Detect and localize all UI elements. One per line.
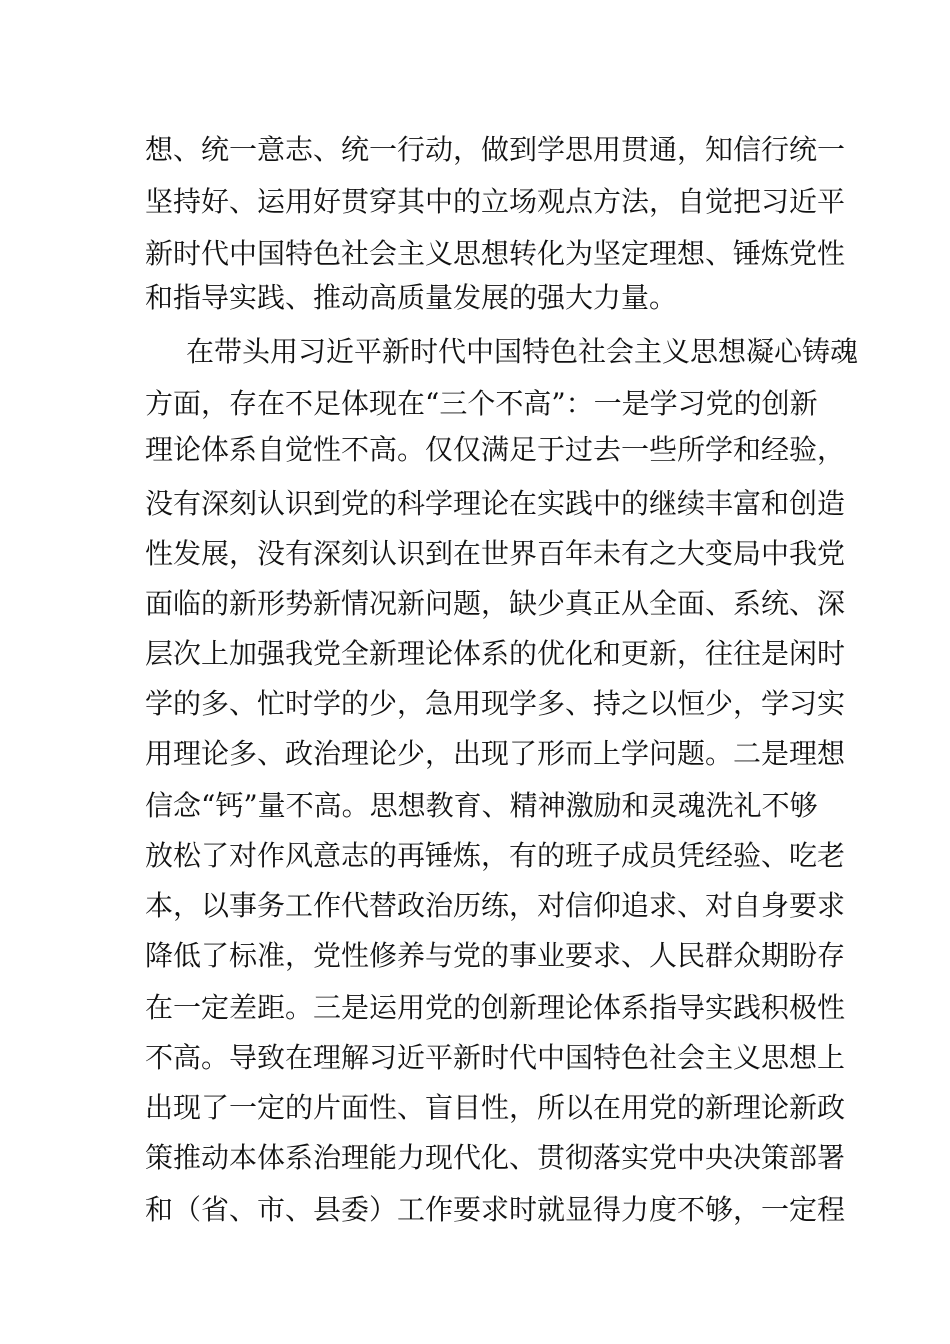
- text-line: 层次上加强我党全新理论体系的优化和更新，往往是闲时: [145, 637, 846, 670]
- text-line: 新时代中国特色社会主义思想转化为坚定理想、锤炼党性: [145, 237, 846, 270]
- text-line: 性发展，没有深刻认识到在世界百年未有之大变局中我党: [145, 537, 846, 570]
- text-line: 降低了标准，党性修养与党的事业要求、人民群众期盼存: [145, 939, 846, 972]
- text-line: 策推动本体系治理能力现代化、贯彻落实党中央决策部署: [145, 1141, 846, 1174]
- text-line: 信念“钙”量不高。思想教育、精神激励和灵魂洗礼不够: [145, 789, 818, 822]
- text-line: 本，以事务工作代替政治历练，对信仰追求、对自身要求: [145, 889, 846, 922]
- text-line: 面临的新形势新情况新问题，缺少真正从全面、系统、深: [145, 587, 846, 620]
- text-line: 理论体系自觉性不高。仅仅满足于过去一些所学和经验，: [145, 433, 846, 466]
- text-line: 学的多、忙时学的少，急用现学多、持之以恒少，学习实: [145, 687, 846, 720]
- text-line: 和（省、市、县委）工作要求时就显得力度不够，一定程: [145, 1193, 846, 1226]
- text-line: 出现了一定的片面性、盲目性，所以在用党的新理论新政: [145, 1091, 846, 1124]
- text-line: 方面，存在不足体现在“三个不高”：一是学习党的创新: [145, 387, 818, 420]
- text-line: 和指导实践、推动高质量发展的强大力量。: [145, 281, 678, 314]
- text-line: 在一定差距。三是运用党的创新理论体系指导实践积极性: [145, 991, 846, 1024]
- text-line: 放松了对作风意志的再锤炼，有的班子成员凭经验、吃老: [145, 839, 846, 872]
- paragraph-first-line: 在带头用习近平新时代中国特色社会主义思想凝心铸魂: [186, 335, 859, 368]
- text-line: 坚持好、运用好贯穿其中的立场观点方法，自觉把习近平: [145, 185, 846, 218]
- text-line: 用理论多、政治理论少，出现了形而上学问题。二是理想: [145, 737, 846, 770]
- text-line: 想、统一意志、统一行动，做到学思用贯通，知信行统一: [145, 133, 846, 166]
- text-line: 没有深刻认识到党的科学理论在实践中的继续丰富和创造: [145, 487, 846, 520]
- text-line: 不高。导致在理解习近平新时代中国特色社会主义思想上: [145, 1041, 846, 1074]
